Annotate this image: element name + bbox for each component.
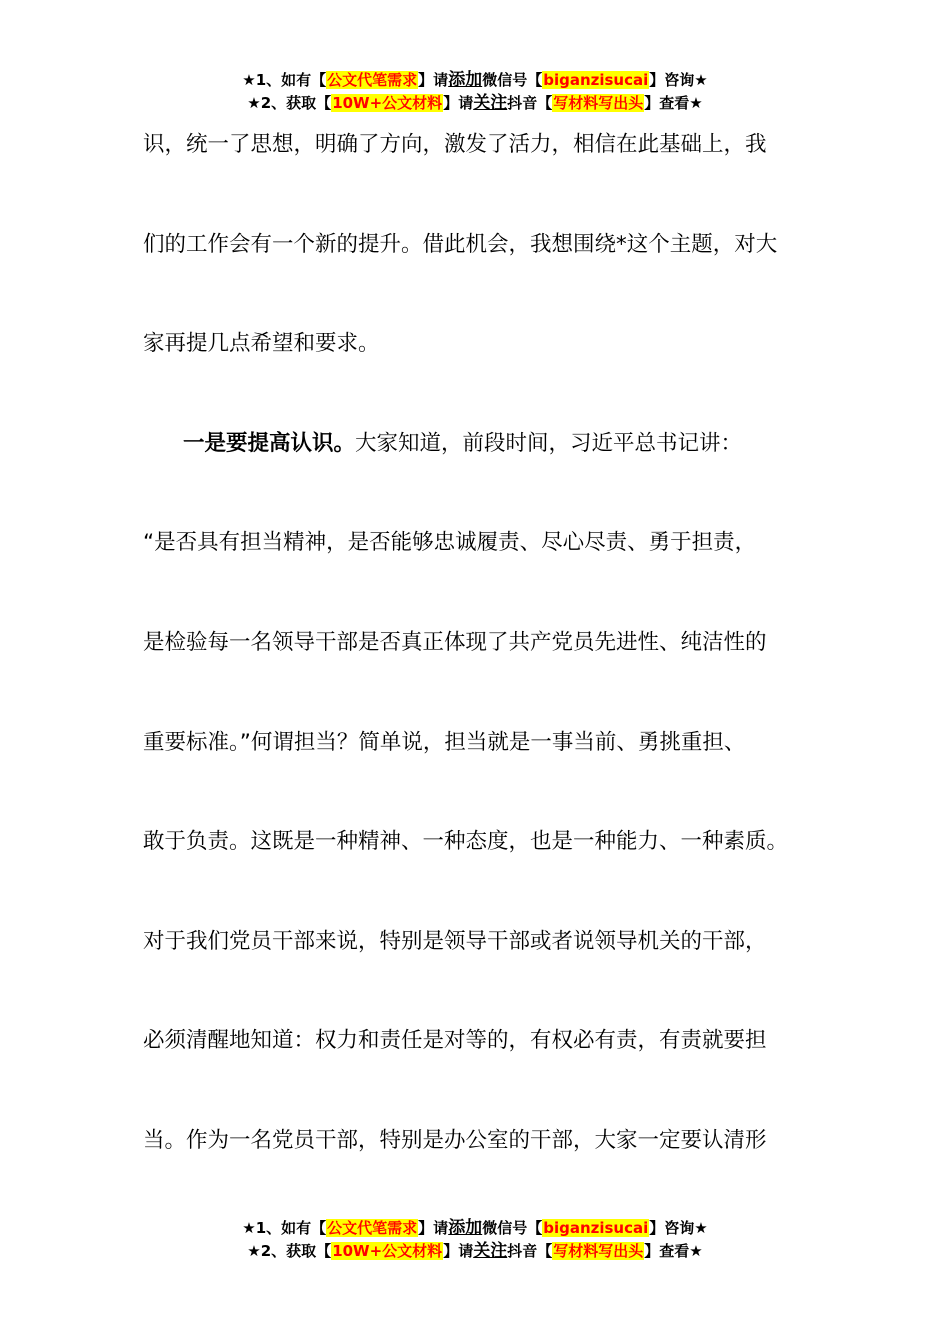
body-line: 对于我们党员干部来说，特别是领导干部或者说领导机关的干部，	[143, 928, 767, 954]
header-banner	[0, 69, 950, 115]
footer-banner	[0, 1217, 950, 1263]
body-line: 必须清醒地知道：权力和责任是对等的，有权必有责，有责就要担	[143, 1028, 767, 1054]
highlight-wechat-id: biganzisucai	[543, 1219, 649, 1237]
star-icon: ★	[242, 71, 256, 89]
underlined-follow: 关注	[473, 1241, 508, 1261]
star-icon: ★	[247, 94, 261, 112]
highlight-materials: 10W+公文材料	[332, 1242, 443, 1260]
body-line: 是检验每一名领导干部是否真正体现了共产党员先进性、纯洁性的	[143, 629, 767, 655]
underlined-add: 添加	[448, 70, 483, 90]
underlined-add: 添加	[448, 1218, 483, 1238]
underlined-follow: 关注	[473, 93, 508, 113]
body-line: 敢于负责。这既是一种精神、一种态度，也是一种能力、一种素质。	[143, 829, 789, 855]
highlight-douyin-account: 写材料写出头	[553, 94, 644, 112]
document-body	[143, 121, 823, 1217]
highlight-ghostwriting: 公文代笔需求	[327, 1219, 418, 1237]
body-line: 识，统一了思想，明确了方向，激发了活力，相信在此基础上，我	[143, 132, 767, 157]
body-line: 们的工作会有一个新的提升。借此机会，我想围绕*这个主题，对大	[143, 231, 778, 257]
highlight-douyin-account: 写材料写出头	[553, 1242, 644, 1260]
body-line-heading: 一是要提高认识。大家知道，前段时间，习近平总书记讲：	[183, 430, 743, 456]
banner-line-2: ★2、获取【10W+公文材料】请关注抖音【写材料写出头】查看★	[247, 1241, 703, 1261]
highlight-wechat-id: biganzisucai	[543, 71, 649, 89]
star-icon: ★	[242, 1219, 256, 1237]
body-line: 重要标准。”何谓担当？简单说，担当就是一事当前、勇挑重担、	[143, 729, 746, 755]
body-line: 当。作为一名党员干部，特别是办公室的干部，大家一定要认清形	[143, 1127, 767, 1153]
section-heading: 一是要提高认识。	[183, 430, 356, 456]
highlight-ghostwriting: 公文代笔需求	[327, 71, 418, 89]
banner-line-1: ★1、如有【公文代笔需求】请添加微信号【biganzisucai】咨询★	[242, 1218, 708, 1238]
star-icon: ★	[247, 1242, 261, 1260]
body-line: “是否具有担当精神，是否能够忠诚履责、尽心尽责、勇于担责，	[143, 530, 757, 556]
highlight-materials: 10W+公文材料	[332, 94, 443, 112]
banner-line-2: ★2、获取【10W+公文材料】请关注抖音【写材料写出头】查看★	[247, 93, 703, 113]
body-line: 家再提几点希望和要求。	[143, 331, 380, 357]
banner-line-1: ★1、如有【公文代笔需求】请添加微信号【biganzisucai】咨询★	[242, 70, 708, 90]
